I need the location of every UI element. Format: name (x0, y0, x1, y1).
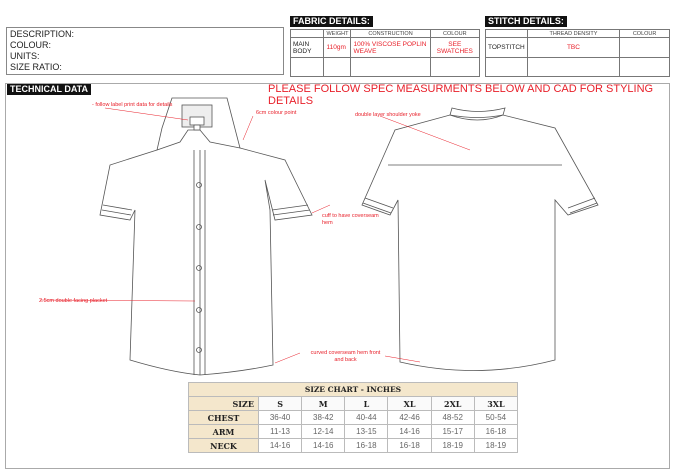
size-header: S (259, 397, 302, 411)
cell: 12-14 (302, 425, 345, 439)
cell: 36-40 (259, 411, 302, 425)
cell: 14-16 (259, 439, 302, 453)
note-cuff: cuff to have coverseam hem (322, 213, 379, 226)
annotation-leaders (40, 108, 470, 363)
stitch-density: TBC (527, 38, 619, 58)
cell: 16-18 (345, 439, 388, 453)
technical-data-header: TECHNICAL DATA (7, 84, 91, 95)
fabric-colour: SEE SWATCHES (430, 38, 479, 58)
fabric-part: MAIN BODY (291, 38, 324, 58)
cell: 42-46 (388, 411, 431, 425)
stitch-type: TOPSTITCH (486, 38, 528, 58)
note-hem: curved coverseam hem front and back (310, 350, 381, 363)
cell: 16-18 (388, 439, 431, 453)
col-header: WEIGHT (324, 30, 351, 38)
size-header: M (302, 397, 345, 411)
row-label: NECK (189, 439, 259, 453)
row-label: ARM (189, 425, 259, 439)
cell: 11-13 (259, 425, 302, 439)
note-colour-point: 6cm colour point (256, 110, 297, 116)
cell: 40-44 (345, 411, 388, 425)
colour-label: COLOUR: (10, 40, 52, 50)
description-label: DESCRIPTION: (10, 29, 75, 39)
fabric-construction: 100% VISCOSE POPLIN WEAVE (351, 38, 430, 58)
stitch-details-header: STITCH DETAILS: (485, 16, 567, 27)
cell: 38-42 (302, 411, 345, 425)
col-header: COLOUR (620, 30, 670, 38)
cell: 48-52 (431, 411, 474, 425)
size-header: XL (388, 397, 431, 411)
cell: 16-18 (474, 425, 517, 439)
row-label: CHEST (189, 411, 259, 425)
size-header: 3XL (474, 397, 517, 411)
note-label-print: - follow label print data for details (92, 102, 173, 108)
size-chart (188, 382, 518, 453)
col-header: THREAD DENSITY (527, 30, 619, 38)
cell: 18-19 (474, 439, 517, 453)
size-header: SIZE (189, 397, 259, 411)
cell: 14-16 (388, 425, 431, 439)
units-label: UNITS: (10, 51, 40, 61)
col-header: CONSTRUCTION (351, 30, 430, 38)
size-header: 2XL (431, 397, 474, 411)
size-header: L (345, 397, 388, 411)
instruction-title: PLEASE FOLLOW SPEC MEASURMENTS BELOW AND CAD FOR STYLING DETAILS (268, 83, 654, 107)
col-header: COLOUR (430, 30, 479, 38)
cell: 15-17 (431, 425, 474, 439)
front-shirt-drawing (100, 98, 312, 375)
size-chart-title: SIZE CHART - INCHES (189, 383, 518, 397)
table-row (189, 411, 518, 425)
cell: 13-15 (345, 425, 388, 439)
fabric-details-header: FABRIC DETAILS: (290, 16, 373, 27)
fabric-weight: 110gm (324, 38, 351, 58)
note-placket: 2.5cm double facing placket (39, 298, 108, 304)
table-row (189, 425, 518, 439)
cell: 50-54 (474, 411, 517, 425)
back-shirt-drawing (362, 108, 598, 371)
cell: 14-16 (302, 439, 345, 453)
cell: 18-19 (431, 439, 474, 453)
table-row (189, 439, 518, 453)
size-ratio-label: SIZE RATIO: (10, 62, 62, 72)
note-shoulder-yoke: double layer shoulder yoke (355, 112, 421, 118)
